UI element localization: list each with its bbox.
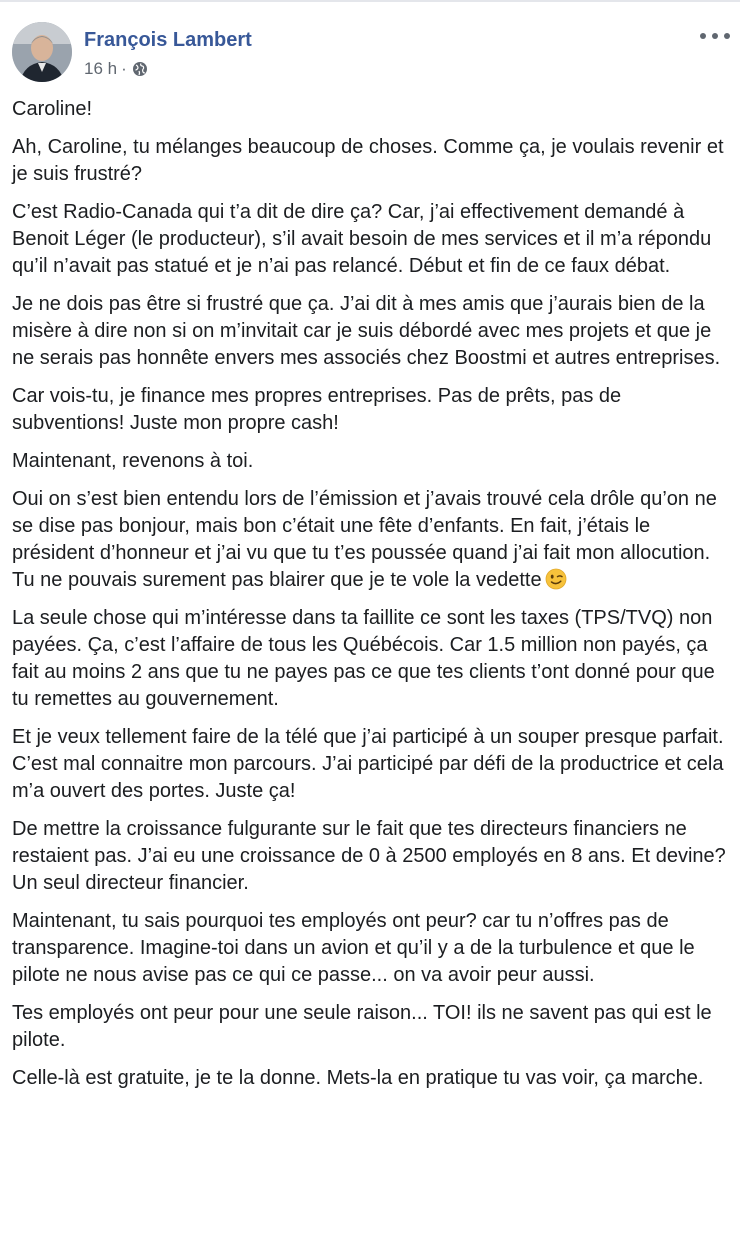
post-text [0,86,740,1092]
paragraph: Maintenant, tu sais pourquoi tes employés ont peur? car tu n’offres pas de transparence. Imagine-toi dans un avion et qu’il y a de la turbulence et que le pilote ne nous avise pas ce qui ce passe... on va avoir peur aussi. [12,910,695,986]
paragraph: Je ne dois pas être si frustré que ça. J’ai dit à mes amis que j’aurais bien de la misère à dire non si on m’invitait car je suis débordé avec mes projets et que je ne serais pas honnête envers mes associés chez Boostmi et autres entreprises. [12,293,721,369]
paragraph: C’est Radio-Canada qui t’a dit de dire ça? Car, j’ai effectivement demandé à Benoit Léger (le producteur), s’il avait besoin de mes services et il m’a répondu qu’il n’avait pas statué et je n’ai pas relancé. Début et fin de ce faux débat. [12,201,712,277]
post-timestamp[interactable]: 16 h [84,59,118,78]
paragraph: Celle-là est gratuite, je te la donne. Mets-la en pratique tu vas voir, ça marche. [12,1067,704,1089]
paragraph-text: Oui on s’est bien entendu lors de l’émission et j’avais trouvé cela drôle qu’on ne se dise pas bonjour, mais bon c’était une fête d’enfants. En fait, j’étais le président d’honneur et j’ai vu que tu t’es poussée quand j’ai fait mon allocution. Tu ne pouvais surement pas blairer que je te vole la vedette [12,488,717,591]
post-meta [84,58,148,80]
paragraph-with-emoji [12,486,728,594]
more-options-icon[interactable] [700,28,730,44]
globe-icon[interactable] [132,61,148,77]
more-dot [700,33,706,39]
more-dot [724,33,730,39]
paragraph: Caroline! [12,98,93,120]
paragraph: Ah, Caroline, tu mélanges beaucoup de choses. Comme ça, je voulais revenir et je suis frustré? [12,136,724,185]
paragraph: Maintenant, revenons à toi. [12,450,254,472]
meta-separator: · [121,59,127,78]
avatar[interactable] [12,22,72,82]
paragraph: La seule chose qui m’intéresse dans ta faillite ce sont les taxes (TPS/TVQ) non payées. Ça, c’est l’affaire de tous les Québécois. Car 1.5 million non payés, ça fait au moins 2 ans que tu ne payes pas ce que tes clients t’ont donné pour que tu remettes au gouvernement. [12,607,715,710]
paragraph: Car vois-tu, je finance mes propres entreprises. Pas de prêts, pas de subventions! Juste mon propre cash! [12,385,622,434]
avatar-image [12,22,72,82]
author-name[interactable]: François Lambert [84,29,252,51]
paragraph: De mettre la croissance fulgurante sur le fait que tes directeurs financiers ne restaient pas. J’ai eu une croissance de 0 à 2500 employés en 8 ans. Et devine? Un seul directeur financier. [12,818,726,894]
post-header [0,2,740,86]
paragraph: Tes employés ont peur pour une seule raison... TOI! ils ne savent pas qui est le pilote. [12,1002,712,1051]
more-dot [712,33,718,39]
winking-face-emoji [545,568,567,590]
paragraph: Et je veux tellement faire de la télé que j’ai participé à un souper presque parfait. C’est mal connaitre mon parcours. J’ai participé par défi de la productrice et cela m’a ouvert des portes. Juste ça! [12,726,724,802]
